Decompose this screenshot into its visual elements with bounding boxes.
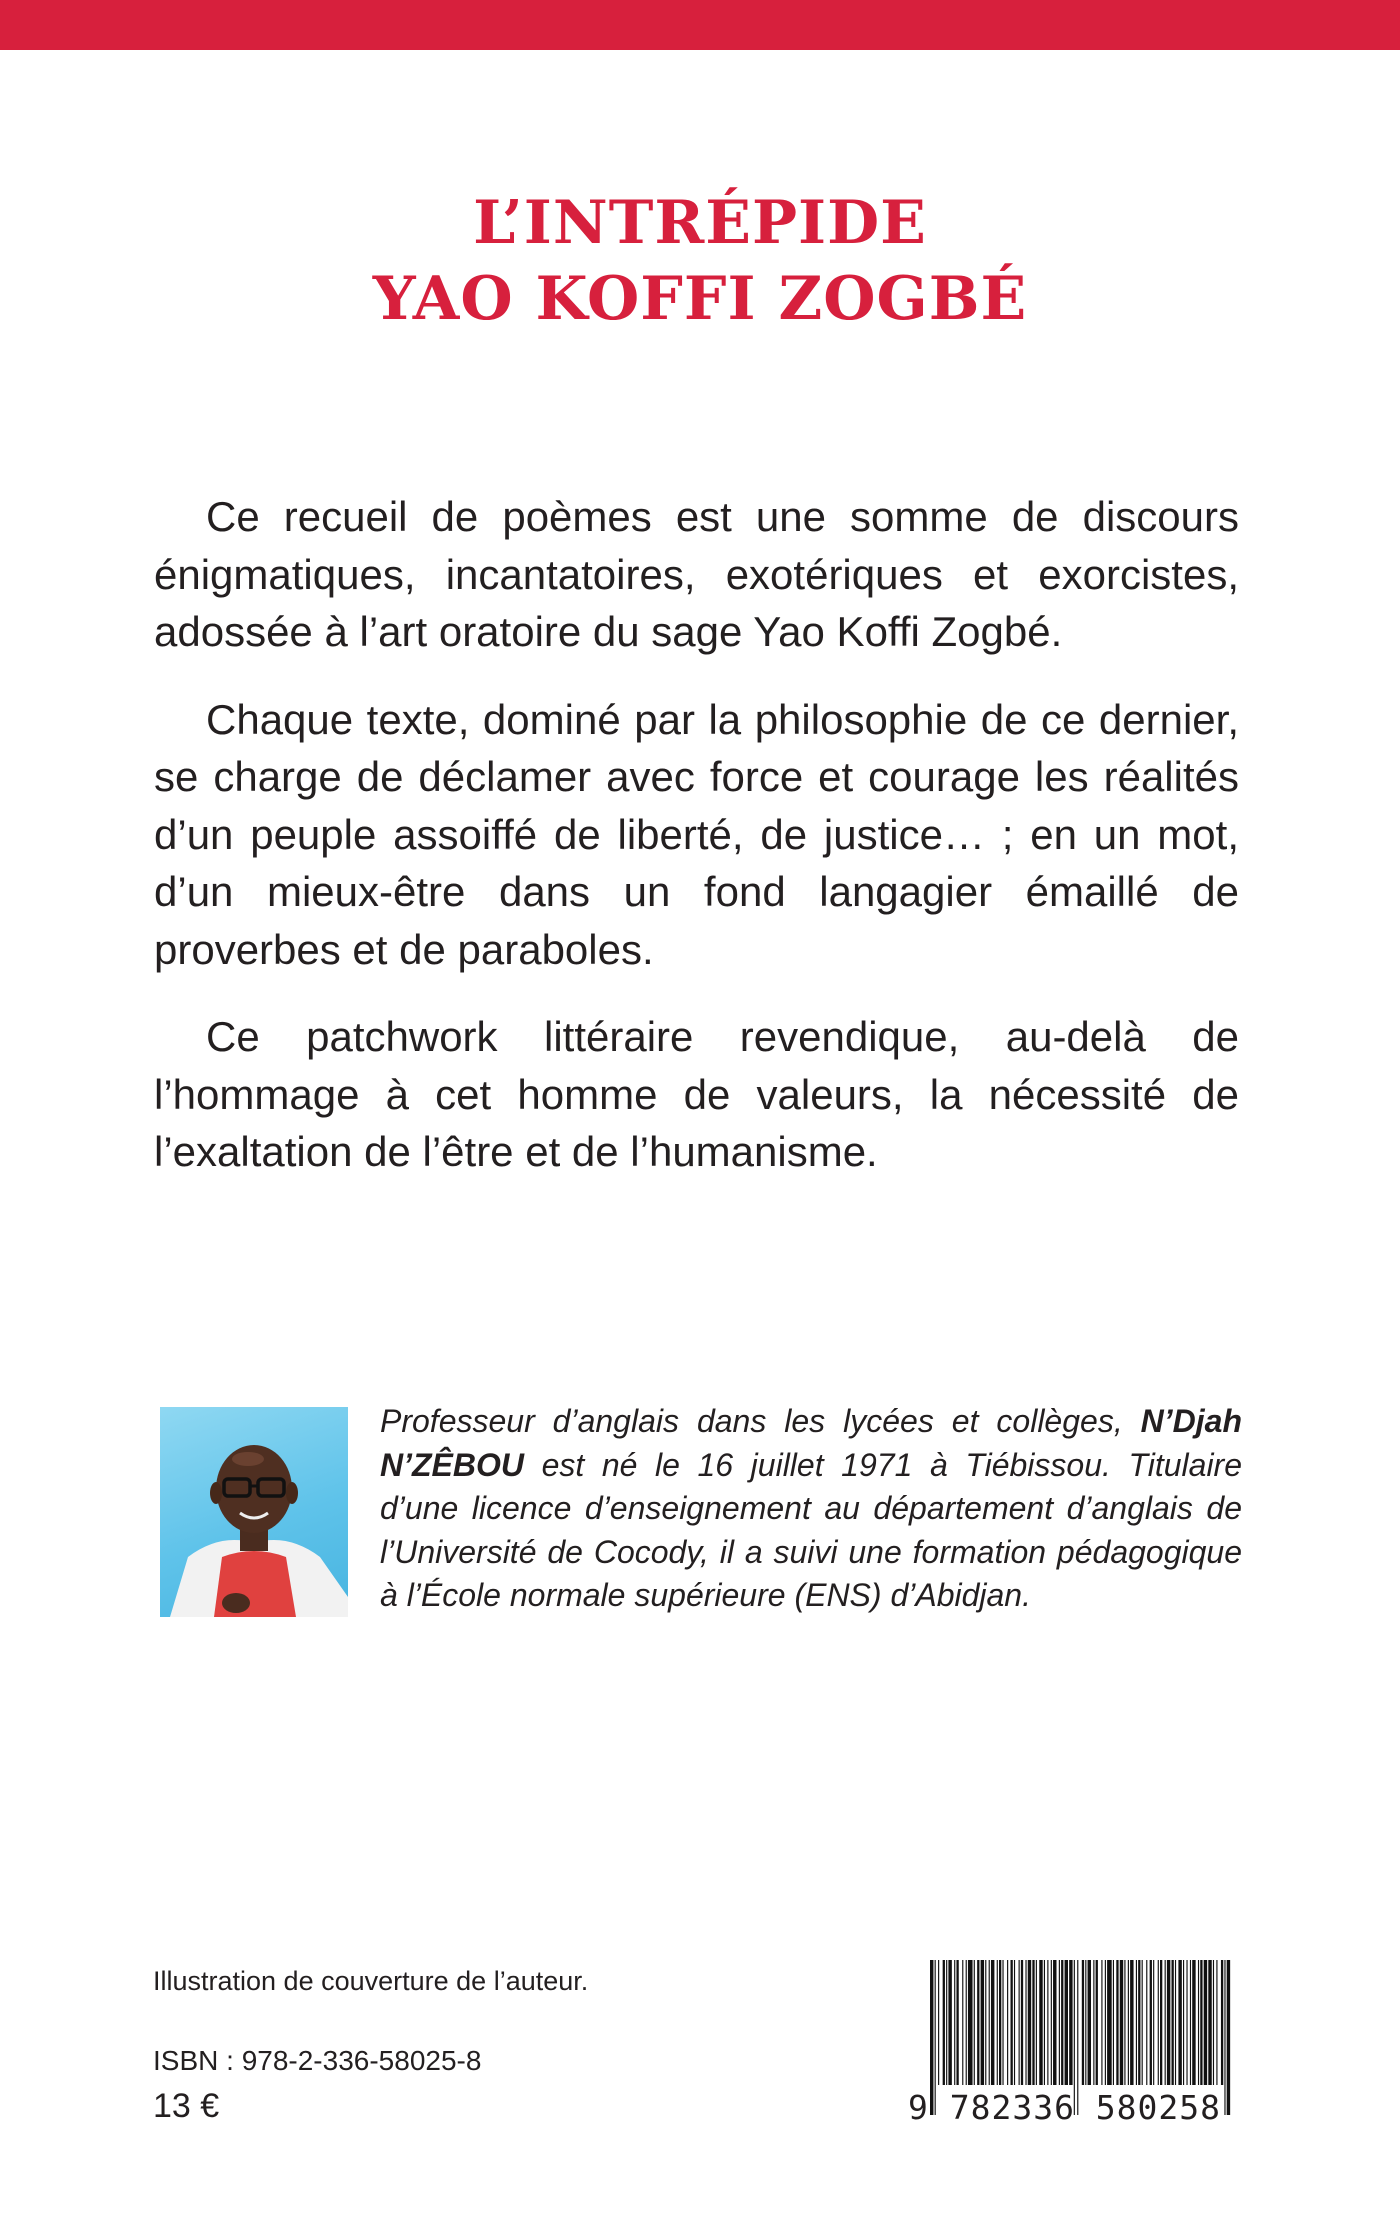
author-portrait-icon: [160, 1407, 348, 1617]
barcode-bar: [966, 1960, 967, 2085]
barcode-bar: [1175, 1960, 1176, 2085]
barcode-bar: [1200, 1960, 1202, 2085]
barcode-bar: [1221, 1960, 1223, 2085]
barcode-bar: [1186, 1960, 1187, 2085]
barcode-bar: [948, 1960, 951, 2085]
barcode-bar: [1178, 1960, 1181, 2085]
barcode-bar: [1116, 1960, 1118, 2085]
barcode-bar: [1138, 1960, 1140, 2085]
barcode-bar: [1014, 1960, 1015, 2085]
barcode-bar: [1216, 1960, 1217, 2085]
blurb-paragraph-1: Ce recueil de poèmes est une somme de discours énigmatiques, incantatoires, exotériques et exorcistes, adossée à l’art oratoire du sage Yao Koffi Zogbé.: [154, 493, 1239, 655]
book-title-line-2: YAO KOFFI ZOGBÉ: [372, 264, 1028, 334]
barcode-bar: [1198, 1960, 1199, 2085]
blurb-paragraph-2: Chaque texte, dominé par la philosophie de ce dernier, se charge de déclamer avec force et courage les réalités d’un peuple assoiffé de liberté, de justice… ; en un mot, d’un mieux-être dans un fond langagier émaillé de proverbes et de paraboles.: [154, 695, 1239, 973]
author-photo: [160, 1407, 348, 1617]
barcode-bar: [1204, 1960, 1207, 2085]
blurb-paragraph-3: Ce patchwork littéraire revendique, au-delà de l’hommage à cet homme de valeurs, la nécessité de l’exaltation de l’être et de l’humanisme.: [154, 1013, 1239, 1175]
author-bio-intro: Professeur d’anglais dans les lycées et collèges,: [380, 1403, 1141, 1439]
barcode-bar: [1165, 1960, 1166, 2085]
barcode-bar: [1021, 1960, 1023, 2085]
barcode-bar: [1019, 1960, 1020, 2085]
barcode-bar: [1150, 1960, 1152, 2085]
author-bio-rest: est né le 16 juillet 1971 à Tiébissou. Titulaire d’une licence d’enseignement au département d’anglais de l’Université de Cocody, il a suivi une formation pédagogique à l’École normale supérieure (ENS) d’Abidjan.: [380, 1446, 1242, 1613]
barcode-bar: [981, 1960, 984, 2085]
barcode-bar: [1146, 1960, 1147, 2085]
barcode-bar: [946, 1960, 947, 2085]
barcode-bar: [1107, 1960, 1112, 2085]
barcode-bar: [1002, 1960, 1003, 2085]
isbn-number: ISBN : 978-2-336-58025-8: [153, 2045, 482, 2076]
price: 13 €: [153, 2087, 220, 2125]
barcode-bar: [1105, 1960, 1106, 2085]
barcode-bar: [1096, 1960, 1098, 2085]
barcode-bar: [1028, 1960, 1031, 2085]
barcode-bar: [1011, 1960, 1013, 2085]
back-cover-blurb: [154, 488, 1239, 1211]
barcode-bar: [974, 1960, 975, 2085]
barcode-bar: [1167, 1960, 1170, 2085]
barcode-bar: [956, 1960, 958, 2085]
barcode-bar: [1025, 1960, 1026, 2085]
barcode-bar: [1069, 1960, 1072, 2085]
barcode-bar: [968, 1960, 973, 2085]
barcode-bar: [1101, 1960, 1102, 2085]
barcode-bar: [954, 1960, 955, 2085]
barcode-bar: [1039, 1960, 1042, 2085]
barcode-bar: [1183, 1960, 1184, 2085]
barcode-bar: [1065, 1960, 1068, 2085]
barcode-bar: [1113, 1960, 1114, 2085]
barcode-bar: [1136, 1960, 1137, 2085]
barcode-bar: [1130, 1960, 1133, 2085]
illustration-credit: Illustration de couverture de l’auteur.: [153, 1966, 589, 1996]
barcode-bar: [1085, 1960, 1086, 2085]
barcode-bar: [999, 1960, 1001, 2085]
barcode-bar: [1142, 1960, 1143, 2085]
barcode-bar: [1059, 1960, 1060, 2085]
barcode-bar: [938, 1960, 939, 2085]
barcode-bar: [1128, 1960, 1129, 2085]
barcode-bar: [1160, 1960, 1162, 2085]
barcode-bar: [1153, 1960, 1154, 2085]
barcode-bar: [1124, 1960, 1125, 2085]
barcode-bar: [1047, 1960, 1048, 2085]
barcode-bar: [1213, 1960, 1214, 2085]
barcode-bar: [1093, 1960, 1094, 2085]
barcode-digits: 9 782336 580258: [908, 2088, 1222, 2127]
author-biography: [380, 1400, 1242, 1618]
barcode-bar: [1061, 1960, 1063, 2085]
barcode-bar: [997, 1960, 998, 2085]
barcode-bar: [985, 1960, 986, 2085]
book-title-line-1: L’INTRÉPIDE: [473, 188, 927, 258]
barcode-bar: [1088, 1960, 1091, 2085]
barcode-bar: [1082, 1960, 1084, 2085]
barcode-bar: [1208, 1960, 1211, 2085]
barcode-bar: [1032, 1960, 1034, 2085]
barcode-bar: [962, 1960, 963, 2085]
barcode-bar: [1190, 1960, 1191, 2085]
barcode-bar: [1158, 1960, 1159, 2085]
barcode-bar: [1192, 1960, 1195, 2085]
barcode-bar: [943, 1960, 945, 2085]
barcode-bar: [1007, 1960, 1008, 2085]
barcode-bar: [1036, 1960, 1037, 2085]
barcode-bar: [1120, 1960, 1123, 2085]
barcode-bar: [989, 1960, 990, 2085]
author-name: N’Djah N’ZÊBOU: [380, 1403, 1242, 1483]
barcode-bar: [1051, 1960, 1052, 2085]
barcode-bar: [1172, 1960, 1174, 2085]
book-title: [0, 185, 1400, 337]
top-color-band: [0, 0, 1400, 50]
barcode-bar: [1044, 1960, 1045, 2085]
barcode-bar: [977, 1960, 979, 2085]
barcode-bar: [1053, 1960, 1056, 2085]
barcode-bar: [991, 1960, 994, 2085]
